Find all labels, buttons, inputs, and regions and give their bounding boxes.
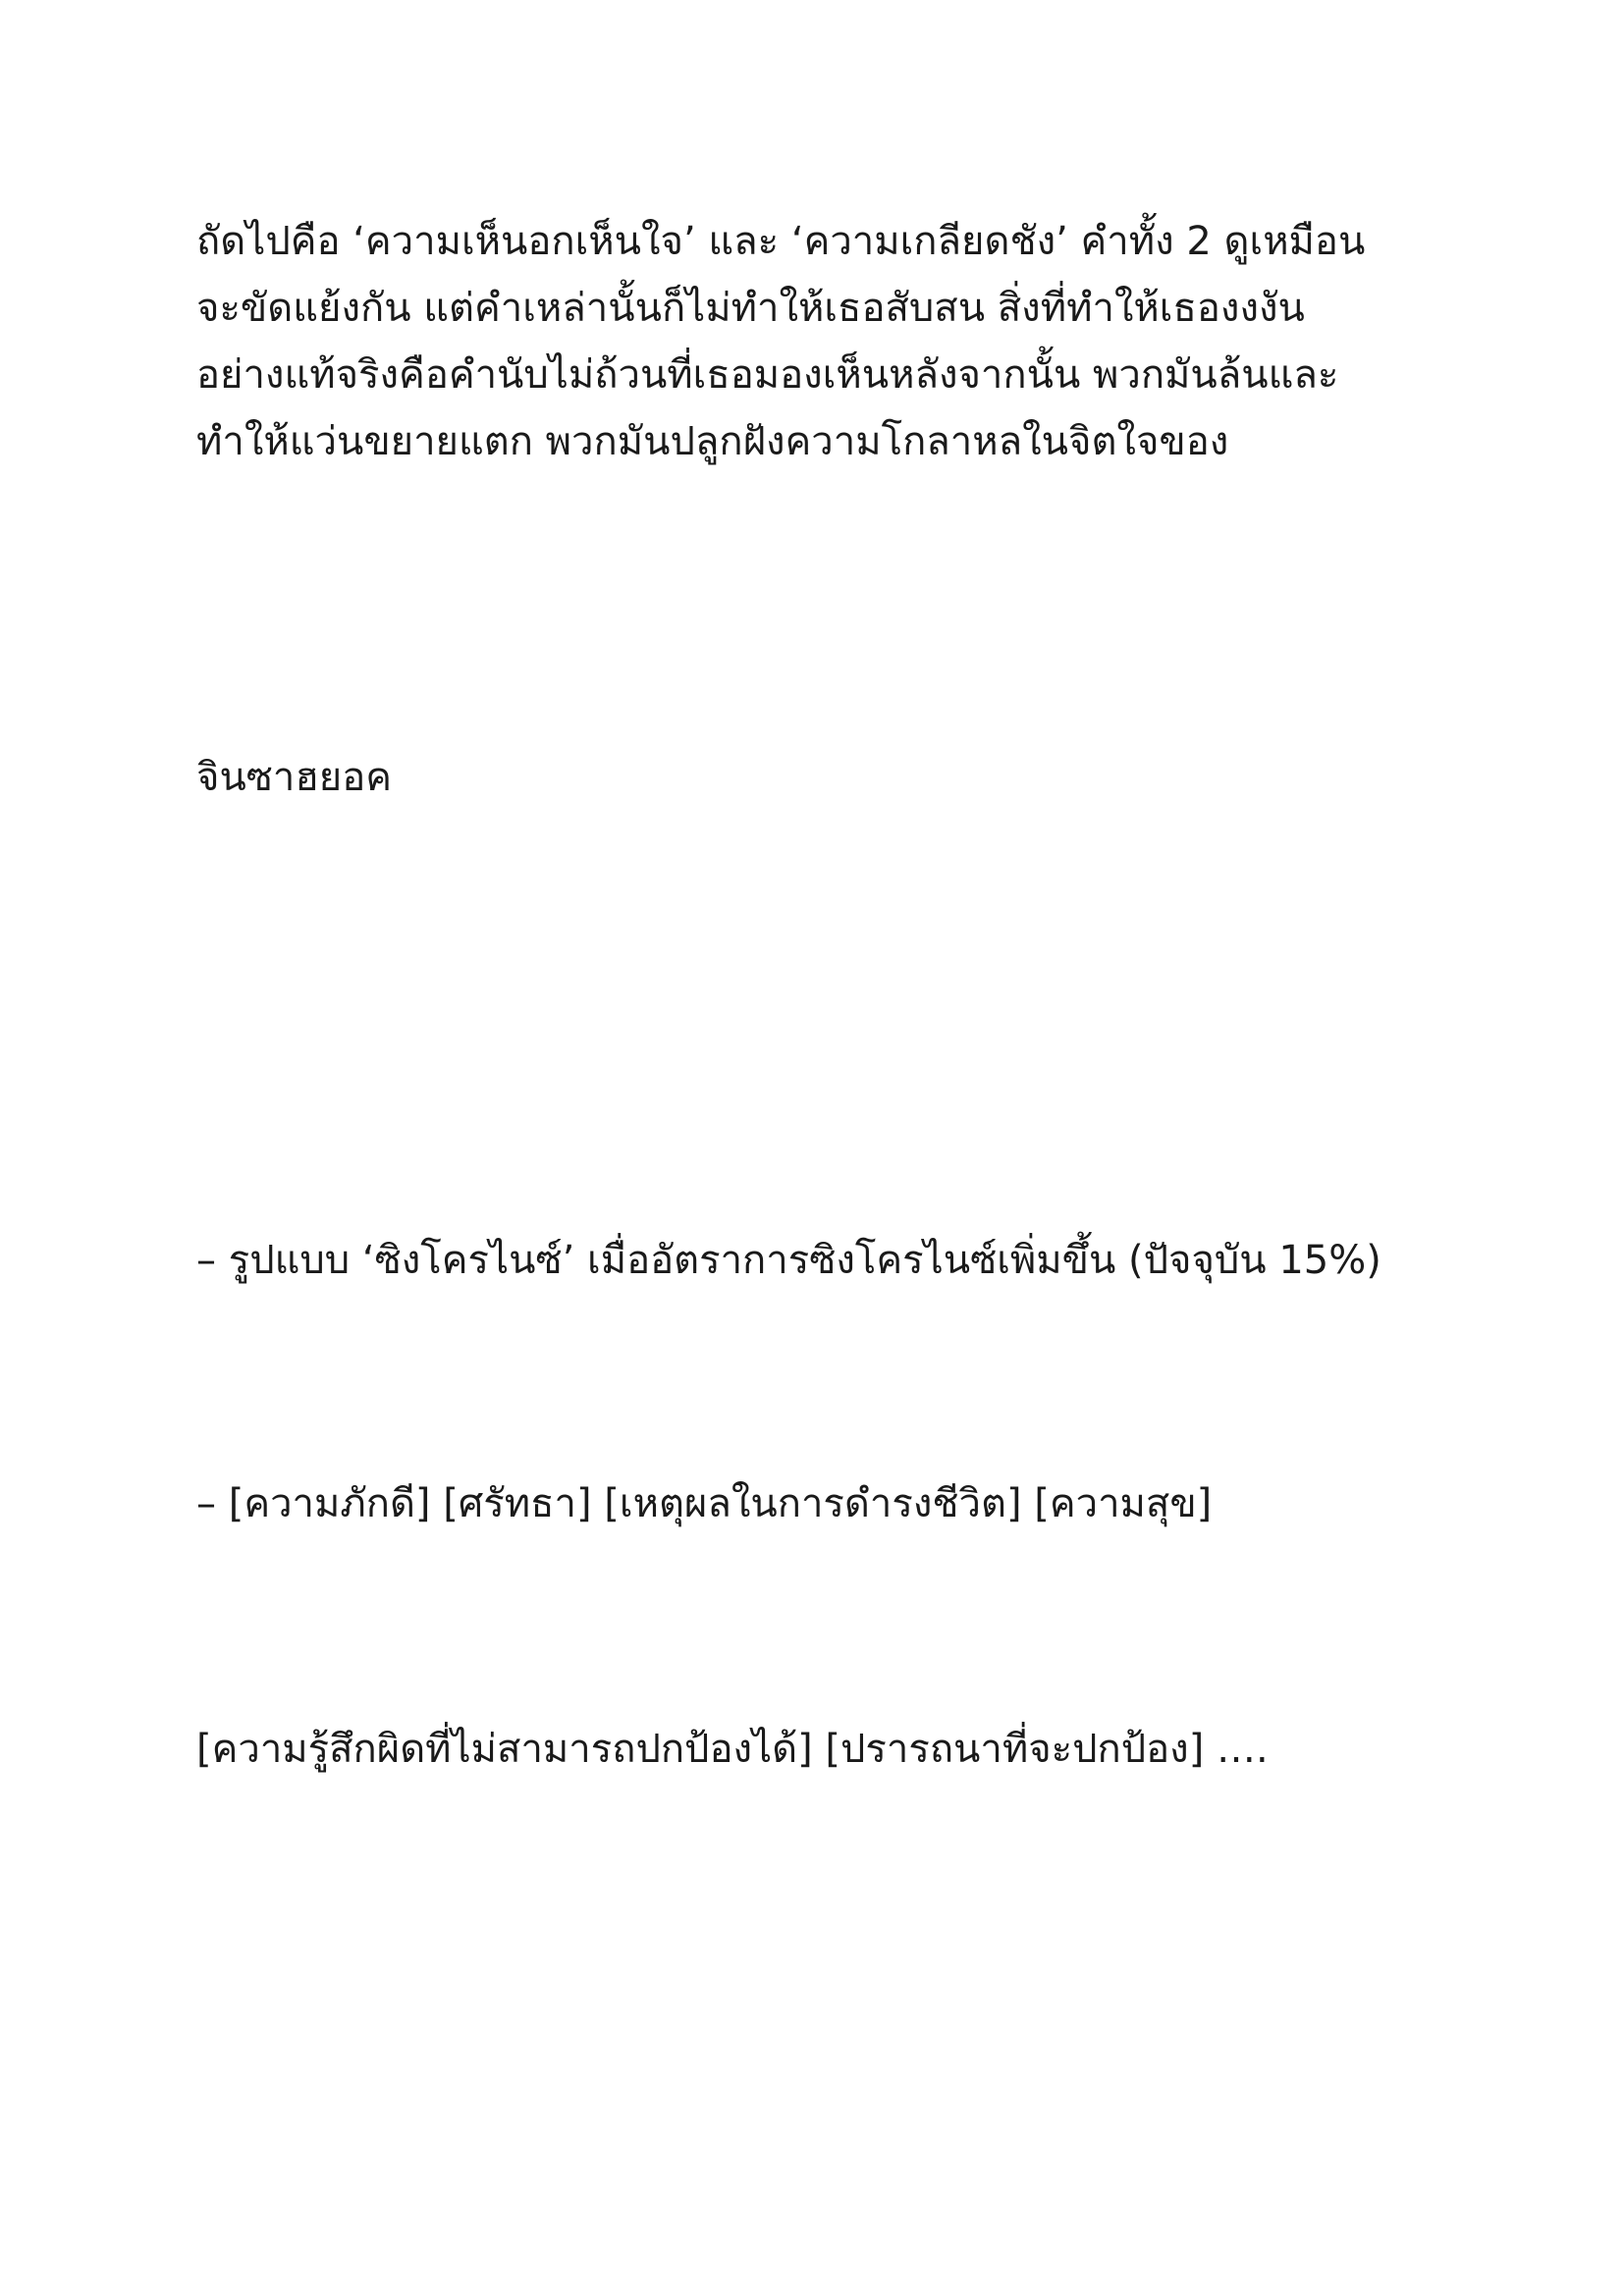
paragraph-line: ถัดไปคือ ‘ความเห็นอกเห็นใจ’ และ ‘ความเกลียดชัง’ คำทั้ง 2 ดูเหมือน [196,219,1366,264]
character-name: จินซาฮยอค [196,755,393,800]
desire-tags-line: [ความรู้สึกผิดที่ไม่สามารถปกป้องได้] [ปรารถนาที่จะปกป้อง] …. [196,1727,1269,1772]
paragraph-line: ทำให้แว่นขยายแตก พวกมันปลูกฝังความโกลาหลในจิตใจของ [196,419,1229,464]
emotion-tags-line: – [ความภักดี] [ศรัทธา] [เหตุผลในการดำรงชีวิต] [ความสุข] [196,1481,1213,1526]
sync-status-line: – รูปแบบ ‘ซิงโครไนซ์’ เมื่ออัตราการซิงโครไนซ์เพิ่มขึ้น (ปัจจุบัน 15%) [196,1238,1381,1283]
paragraph-intro [196,208,1434,475]
paragraph-line: อย่างแท้จริงคือคำนับไม่ถ้วนที่เธอมองเห็นหลังจากนั้น พวกมันล้นและ [196,352,1339,398]
paragraph-line: จะขัดแย้งกัน แต่คำเหล่านั้นก็ไม่ทำให้เธอสับสน สิ่งที่ทำให้เธองงงัน [196,286,1305,331]
